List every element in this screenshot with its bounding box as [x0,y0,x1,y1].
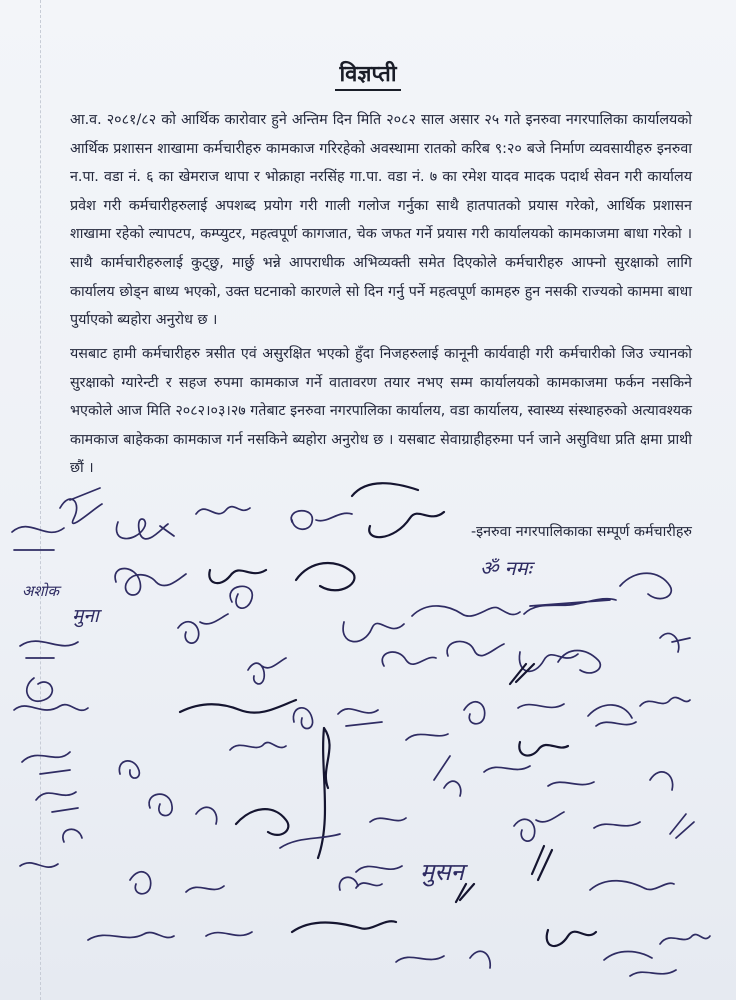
signature [14,705,88,711]
notice-signoff: -इनरुवा नगरपालिकाका सम्पूर्ण कर्मचारीहरु [470,524,692,540]
signature [280,834,340,848]
signature [293,708,312,729]
signature [396,956,444,962]
signature [660,633,690,652]
signature [524,599,616,614]
signature [412,606,520,616]
signature [484,766,530,772]
signature [343,622,404,642]
signature [296,563,354,590]
signature [588,705,632,718]
signature [464,702,485,724]
signature [596,722,636,726]
signature [356,866,402,872]
signature [456,884,474,902]
signature: अशोक [22,582,60,600]
signature [180,700,296,713]
signature [547,930,596,946]
signature [36,792,78,812]
notice-title [0,58,736,88]
notice-paragraph-2: यसबाट हामी कर्मचारीहरु त्रसीत एवं असुरक्षित भएको हुँदा निजहरुलाई कानूनी कार्यवाही गरी कर्मचारीको जिउ ज्यानको सुरक्षाको ग्यारेन्टी र सहज रुपमा कामकाज गर्ने वातावरण तयार नभए सम्म कार्यालयको कामकाजमा फर्कन नसकिने भएकोले आज मिति २०८२।०३।२७ गतेबाट इनरुवा नगरपालिका कार्यालय, वडा कार्यालय, स्वास्थ्य संस्थाहरुको अत्यावश्यक कामकाज बाहेकका कामकाज गर्न नसकिने ब्यहोरा अनुरोध छ । यसबाट सेवाग्राहीहरुमा पर्न जाने असुविधा प्रति क्षमा प्राथी छौं । [70,346,692,477]
signature [63,829,82,842]
signature [20,641,78,658]
signature [248,658,286,684]
signature [292,921,396,932]
signature [660,934,710,944]
signature [434,756,461,796]
signature [514,812,564,841]
signature [470,951,490,968]
signature [115,569,186,596]
signature [230,742,286,750]
signature [236,809,288,835]
signature [206,932,252,936]
signature [196,507,250,514]
signature [338,709,382,726]
signature [12,527,64,550]
signature [406,734,448,740]
signature [630,970,676,976]
signature [620,573,671,598]
signature [149,794,172,815]
signature [27,678,53,701]
signature [382,652,436,666]
signature [670,814,694,838]
signature [22,752,70,774]
notice-title-text: विज्ञप्ती [335,62,400,91]
signature [519,742,568,756]
signature [230,586,252,608]
notice-paragraph-1: आ.व. २०८१/८२ को आर्थिक कारोवार हुने अन्तिम दिन मिति २०८२ साल असार २५ गते इनरुवा नगरपालिका कार्यालयको आर्थिक प्रशासन शाखामा कर्मचारीहरु कामकाज गरिरहेको अवस्थामा रातको करिब ९:२० बजे निर्माण व्यवसायीहरु इनरुवा न.पा. वडा नं. ६ का खेमराज थापा र भोक्राहा नरसिंह गा.पा. वडा नं. ७ का रमेश यादव मादक पदार्थ सेवन गरी कार्यालय प्रवेश गरी कर्मचारीहरुलाई अपशब्द प्रयोग गरी गाली गलोज गर्नुका साथै हातपातको प्रयास गरेको, आर्थिक प्रशासन शाखामा रहेको ल्यापटप, कम्प्युटर, महत्वपूर्ण कागजात, चेक जफत गर्ने प्रयास गरी कार्यालयको कामकाजमा बाधा गरेको । साथै कार्मचारीहरुलाई कुट्छु, मार्छु भन्ने आपराधीक अभिव्यक्ती समेत दिएकोले कर्मचारीहरु आफ्नो सुरक्षाको लागि कार्यालय छोड्न बाध्य भएको, उक्त घटनाको कारणले सो दिन गर्नु पर्ने महत्वपूर्ण कामहरु हुन नसकी राज्यको काममा बाधा पुर्याएको ब्यहोरा अनुरोध छ । [70,112,692,329]
signature [640,697,690,706]
signature [518,704,564,708]
signature [650,772,673,790]
signature [20,863,58,867]
signature [370,818,406,822]
signature [196,807,217,824]
signature [318,728,330,858]
signature [60,488,102,523]
signature [88,932,174,940]
signature [178,614,228,643]
signature: मुसन [420,858,464,886]
signature [130,872,151,894]
signature [209,570,266,583]
signature [186,886,224,892]
signature [447,641,504,656]
signatures-area [0,470,736,1000]
signature [532,846,552,880]
signature: मुना [72,605,99,627]
signature [590,881,674,890]
signature [119,761,139,778]
signature [604,952,652,961]
signature [291,511,352,530]
signature [548,782,594,786]
signature [116,519,174,539]
signature [558,651,600,673]
signature [594,822,640,828]
signature [352,483,444,537]
signature: ॐ नमः [480,556,532,580]
signature [339,877,382,890]
